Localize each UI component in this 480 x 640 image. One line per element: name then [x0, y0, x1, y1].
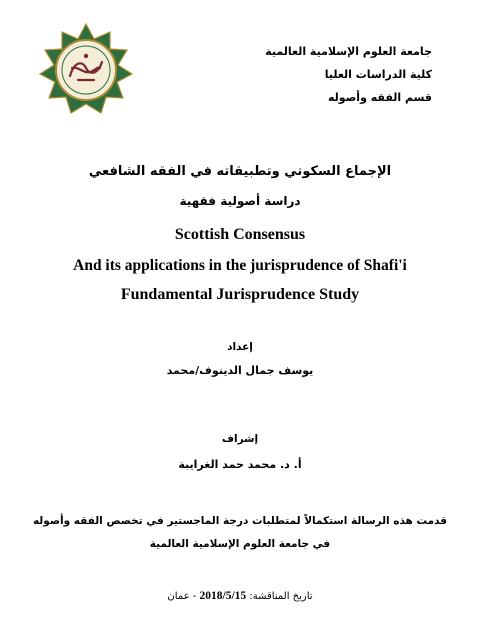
- defense-date: 2018/5/15: [199, 590, 247, 602]
- defense-date-label: تاريخ المناقشة:: [249, 591, 313, 602]
- university-logo: [38, 22, 134, 118]
- university-name: جامعة العلوم الإسلامية العالمية: [265, 45, 432, 58]
- seal-dot: [84, 54, 88, 58]
- supervisor-label: إشراف: [221, 433, 259, 445]
- prepared-by-label: إعداد: [227, 341, 253, 353]
- defense-city: - عمان: [167, 591, 197, 602]
- submission-statement-line1: قدمت هذه الرسالة استكمالاً لمتطلبات درجة الماجستير في تخصص الفقه وأصوله: [32, 515, 448, 527]
- defense-date-row: [0, 590, 480, 602]
- college-name: كلية الدراسات العليا: [324, 68, 432, 81]
- institution-header: [212, 40, 432, 109]
- arabic-subtitle: دراسة أصولية فقهية: [179, 194, 301, 208]
- arabic-title: الإجماع السكوتي وتطبيقاته في الفقه الشافعي: [88, 164, 392, 179]
- supervisor-name: أ. د. محمد حمد الغرايبة: [178, 458, 302, 471]
- english-title-line2: And its applications in the jurisprudence of Shafi'i: [73, 257, 407, 274]
- department-name: قسم الفقه وأصوله: [327, 91, 432, 104]
- university-seal-icon: [38, 22, 134, 118]
- english-title-line1: Scottish Consensus: [174, 226, 306, 243]
- submission-statement-line2: في جامعة العلوم الإسلامية العالمية: [149, 538, 331, 550]
- author-name: يوسف جمال الدينوف/محمد: [166, 364, 314, 377]
- english-title-line3: Fundamental Jurisprudence Study: [120, 286, 360, 303]
